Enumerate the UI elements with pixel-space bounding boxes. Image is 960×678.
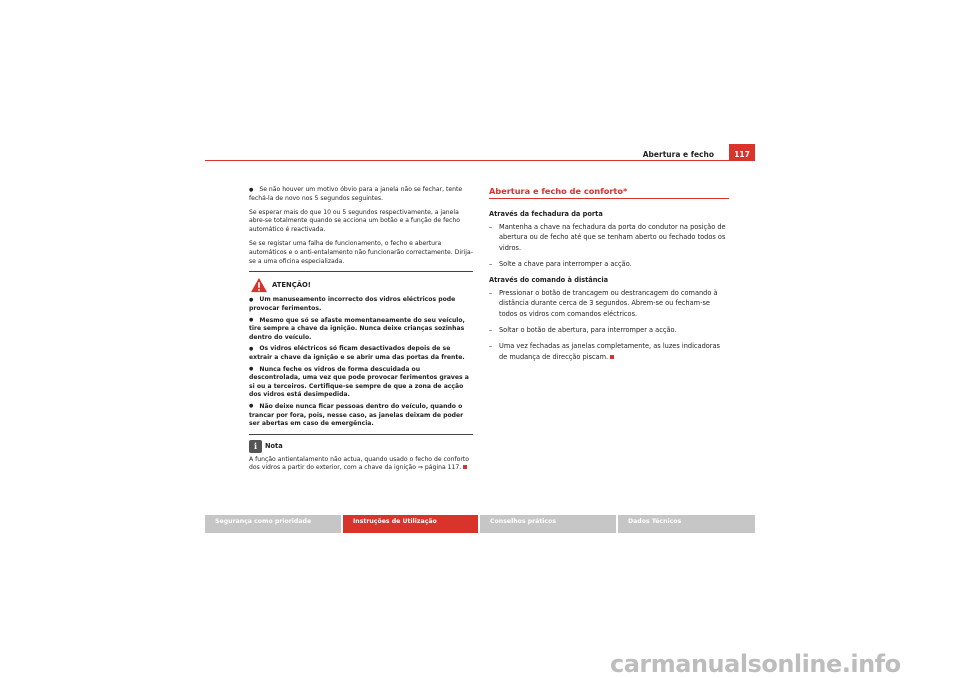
step-item: – Mantenha a chave na fechadura da porta do condutor na posição de abertura ou de fecho até que se tenham aberto ou fechado todos os vidros. bbox=[489, 222, 729, 253]
note-header bbox=[249, 438, 473, 456]
door-lock-block bbox=[489, 209, 729, 269]
left-column bbox=[249, 186, 473, 473]
page-number: 117 bbox=[729, 144, 755, 161]
footer-tab-instructions[interactable]: Instruções de Utilização bbox=[343, 515, 478, 533]
footer-tab-practical-tips[interactable]: Conselhos práticos bbox=[480, 515, 616, 533]
warning-item: ● Mesmo que só se afaste momentaneamente do seu veículo, tire sempre a chave da ignição. Nunca deixe crianças sozinhas dentro do veículo. bbox=[249, 317, 473, 343]
door-lock-heading: Através da fechadura da porta bbox=[489, 210, 603, 219]
step-text: Solte a chave para interromper a acção. bbox=[499, 260, 632, 269]
end-marker-icon bbox=[610, 355, 614, 359]
step-text: Mantenha a chave na fechadura da porta do condutor na posição de abertura ou de fecho até que se tenham aberto ou fechado todos os vidros. bbox=[499, 222, 726, 252]
warning-item: ● Não deixe nunca ficar pessoas dentro do veículo, quando o trancar por fora, pois, nesse caso, as janelas deixam de poder ser abertas em caso de emergência. bbox=[249, 403, 473, 429]
note-icon: i bbox=[249, 440, 262, 453]
watermark: carmanualsonline.info bbox=[610, 650, 901, 678]
warning-triangle-icon bbox=[250, 277, 268, 293]
warning-header bbox=[249, 274, 473, 296]
step-text: Soltar o botão de abertura, para interromper a acção. bbox=[499, 326, 677, 335]
warning-box bbox=[249, 271, 473, 434]
warning-title: ATENÇÃO! bbox=[272, 280, 311, 289]
step-text: Uma vez fechadas as janelas completamente, as luzes indicadoras de mudança de direcção piscam. bbox=[499, 342, 720, 361]
page-header-title: Abertura e fecho bbox=[642, 150, 714, 159]
note-text: A função antientalamento não actua, quando usado o fecho de conforto dos vidros a partir do exterior, com a chave da ignição ⇒ página 117. bbox=[249, 455, 469, 472]
remote-heading: Através do comando à distância bbox=[489, 276, 609, 285]
warning-item: ● Nunca feche os vidros de forma descuidada ou descontrolada, uma vez que pode provocar ferimentos graves a si ou a terceiros. Certifique-se sempre de que a zona de acção dos vidros está desimpedida. bbox=[249, 366, 473, 400]
header-rule bbox=[205, 160, 729, 161]
footer-tab-technical-data[interactable]: Dados Técnicos bbox=[618, 515, 755, 533]
footer-tab-safety[interactable]: Segurança como prioridade bbox=[205, 515, 341, 533]
warning-item: ● Um manuseamento incorrecto dos vidros eléctricos pode provocar ferimentos. bbox=[249, 296, 473, 313]
step-item: – Pressionar o botão de trancagem ou destrancagem do comando à distância durante cerca de 3 segundos. Abrem-se ou fecham-se todos os vidros com comandos eléctricos. bbox=[489, 288, 729, 319]
paragraph-timeout: Se esperar mais do que 10 ou 5 segundos respectivamente, a janela abre-se totalmente quando se acciona um botão e a função de fecho automático é reactivada. bbox=[249, 208, 460, 234]
section-title: Abertura e fecho de conforto* bbox=[489, 186, 729, 199]
right-column bbox=[489, 186, 729, 368]
paragraph-malfunction: Se se registar uma falha de funcionamento, o fecho e abertura automáticos e o anti-entalamento não funcionarão correctamente. Dirija-se a uma oficina especializada. bbox=[249, 239, 473, 265]
end-marker-icon bbox=[463, 465, 467, 469]
warning-item: ● Os vidros eléctricos só ficam desactivados depois de se extrair a chave da ignição e se abrir uma das portas da frente. bbox=[249, 345, 473, 362]
step-item: – Uma vez fechadas as janelas completamente, as luzes indicadoras de mudança de direcção piscam. bbox=[489, 342, 720, 361]
note-title: Nota bbox=[265, 442, 283, 451]
remote-block bbox=[489, 275, 729, 362]
step-item: – Soltar o botão de abertura, para interromper a acção. bbox=[489, 325, 729, 335]
note-paragraph bbox=[249, 456, 473, 474]
intro-bullet: ● Se não houver um motivo óbvio para a janela não se fechar, tente fechá-la de novo nos 5 segundos seguintes. bbox=[249, 186, 473, 204]
step-text: Pressionar o botão de trancagem ou destrancagem do comando à distância durante cerca de 3 segundos. Abrem-se ou fecham-se todos os vidros com comandos eléctricos. bbox=[499, 288, 718, 318]
step-item: – Solte a chave para interromper a acção. bbox=[489, 259, 729, 269]
